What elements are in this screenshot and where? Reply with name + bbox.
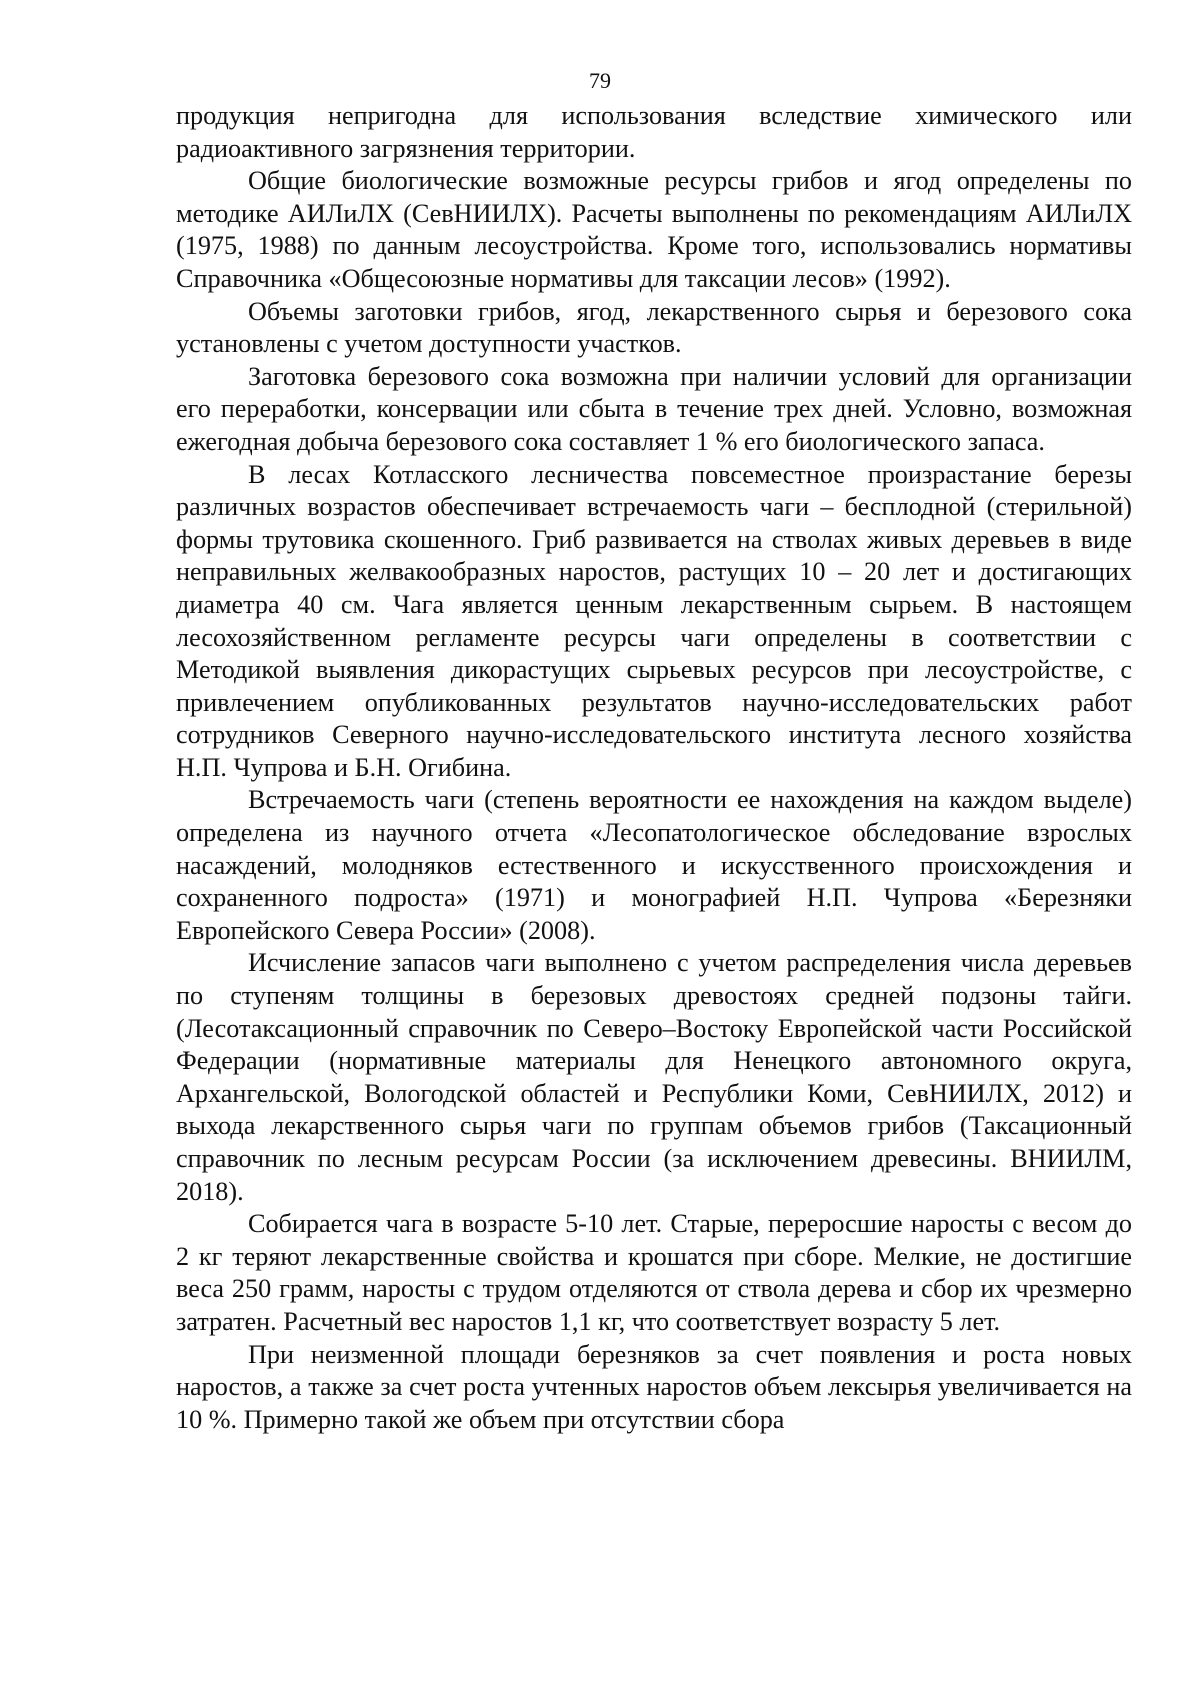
paragraph-3: Объемы заготовки грибов, ягод, лекарственного сырья и березового сока установлены с учетом доступности участков. <box>176 296 1132 359</box>
paragraph-6: Встречаемость чаги (степень вероятности ее нахождения на каждом выделе) определена из научного отчета «Лесопатологическое обследование взрослых насаждений, молодняков естественного и искусственного происхождения и сохраненного подроста» (1971) и монографией Н.П. Чупрова «Березняки Европейского Севера России» (2008). <box>176 785 1132 945</box>
paragraph-4: Заготовка березового сока возможна при наличии условий для организации его переработки, консервации или сбыта в течение трех дней. Условно, возможная ежегодная добыча березового сока составляет 1 % его биологического запаса. <box>176 361 1132 456</box>
paragraph-8: Собирается чага в возрасте 5-10 лет. Старые, переросшие наросты с весом до 2 кг теряют лекарственные свойства и крошатся при сборе. Мелкие, не достигшие веса 250 грамм, наросты с трудом отделяются от ствола дерева и сбор их чрезмерно затратен. Расчетный вес наростов 1,1 кг, что соответствует возрасту 5 лет. <box>176 1209 1132 1336</box>
document-body <box>176 100 1132 1436</box>
paragraph-1: продукция непригодна для использования вследствие химического или радиоактивного загрязнения территории. <box>176 101 1132 163</box>
paragraph-2: Общие биологические возможные ресурсы грибов и ягод определены по методике АИЛиЛХ (СевНИИЛХ). Расчеты выполнены по рекомендациям АИЛиЛХ (1975, 1988) по данным лесоустройства. Кроме того, использовались нормативы Справочника «Общесоюзные нормативы для таксации лесов» (1992). <box>176 166 1132 293</box>
page-number: 79 <box>589 68 611 93</box>
paragraph-7: Исчисление запасов чаги выполнено с учетом распределения числа деревьев по ступеням толщины в березовых древостоях средней подзоны тайги. (Лесотаксационный справочник по Северо–Востоку Европейской части Российской Федерации (нормативные материалы для Ненецкого автономного округа, Архангельской, Вологодской областей и Республики Коми, СевНИИЛХ, 2012) и выхода лекарственного сырья чаги по группам объемов грибов (Таксационный справочник по лесным ресурсам России (за исключением древесины. ВНИИЛМ, 2018). <box>176 948 1132 1206</box>
paragraph-5: В лесах Котласского лесничества повсеместное произрастание березы различных возрастов обеспечивает встречаемость чаги – бесплодной (стерильной) формы трутовика скошенного. Гриб развивается на стволах живых деревьев в виде неправильных желвакообразных наростов, растущих 10 – 20 лет и достигающих диаметра 40 см. Чага является ценным лекарственным сырьем. В настоящем лесохозяйственном регламенте ресурсы чаги определены в соответствии с Методикой выявления дикорастущих сырьевых ресурсов при лесоустройстве, с привлечением опубликованных результатов научно-исследовательских работ сотрудников Северного научно-исследовательского института лесного хозяйства Н.П. Чупрова и Б.Н. Огибина. <box>176 459 1132 782</box>
paragraph-9: При неизменной площади березняков за счет появления и роста новых наростов, а также за счет роста учтенных наростов объем лексырья увеличивается на 10 %. Примерно такой же объем при отсутствии сбора <box>176 1339 1132 1434</box>
